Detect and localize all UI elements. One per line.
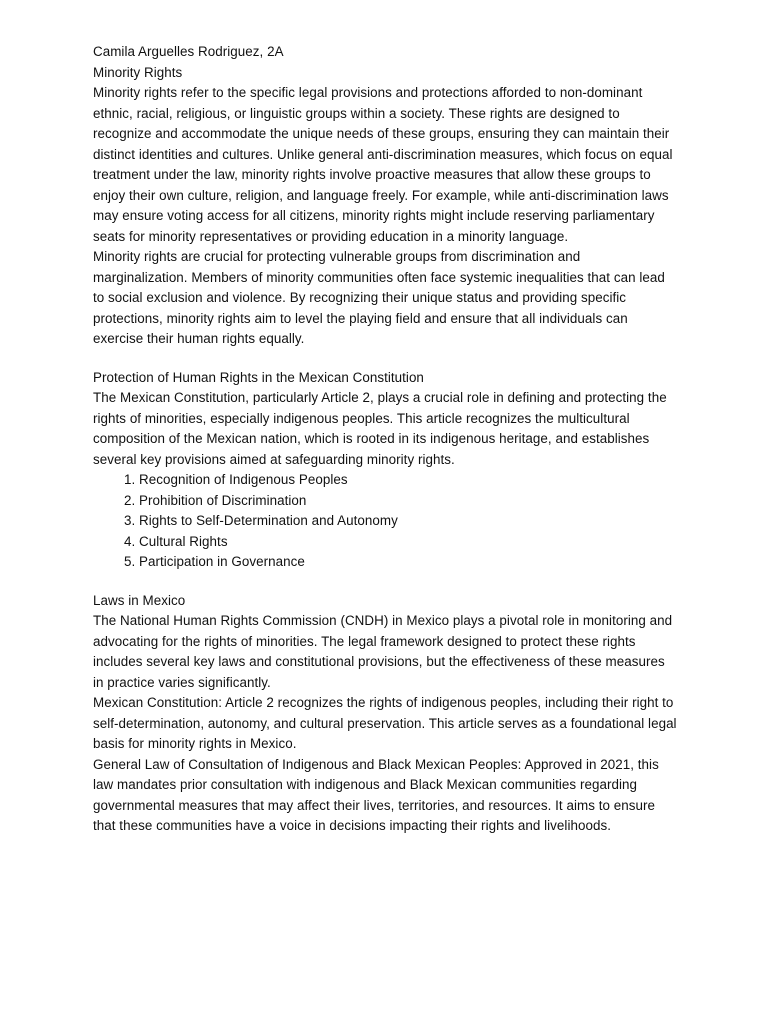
section-minority-rights — [93, 63, 678, 350]
list-item: 5. Participation in Governance — [139, 552, 678, 573]
list-item: 4. Cultural Rights — [139, 532, 678, 553]
spacer — [93, 573, 678, 591]
section-title-mexican-constitution: Protection of Human Rights in the Mexican Constitution — [93, 369, 424, 385]
paragraph: Minority rights are crucial for protecting vulnerable groups from discrimination and marginalization. Members of minority communities often face systemic inequalities that can lead to social exclusion and violence. By recognizing their unique status and providing specific protections, minority rights aim to level the playing field and ensure that all individuals can exercise their human rights equally. — [93, 249, 665, 346]
paragraph: General Law of Consultation of Indigenous and Black Mexican Peoples: Approved in 2021, this law mandates prior consultation with indigenous and Black Mexican communities regarding governmental measures that may affect their lives, territories, and resources. It aims to ensure that these communities have a voice in decisions impacting their rights and livelihoods. — [93, 756, 659, 833]
document-page — [93, 42, 678, 837]
section-mexican-constitution — [93, 368, 678, 573]
section-title-minority-rights: Minority Rights — [93, 64, 183, 80]
list-item: 2. Prohibition of Discrimination — [139, 491, 678, 512]
rights-list — [93, 470, 678, 573]
list-item: 1. Recognition of Indigenous Peoples — [139, 470, 678, 491]
paragraph: The National Human Rights Commission (CNDH) in Mexico plays a pivotal role in monitoring and advocating for the rights of minorities. The legal framework designed to protect these rights includes several key laws and constitutional provisions, but the effectiveness of these measures in practice varies significantly. — [93, 613, 673, 690]
list-item: 3. Rights to Self-Determination and Autonomy — [139, 511, 678, 532]
section-title-laws-in-mexico: Laws in Mexico — [93, 592, 186, 608]
section-laws-in-mexico — [93, 591, 678, 837]
spacer — [93, 350, 678, 368]
paragraph: Mexican Constitution: Article 2 recognizes the rights of indigenous peoples, including their right to self-determination, autonomy, and cultural preservation. This article serves as a foundational legal basis for minority rights in Mexico. — [93, 695, 677, 751]
author-line: Camila Arguelles Rodriguez, 2A — [93, 44, 284, 59]
paragraph: The Mexican Constitution, particularly Article 2, plays a crucial role in defining and protecting the rights of minorities, especially indigenous peoples. This article recognizes the multicultural composition of the Mexican nation, which is rooted in its indigenous heritage, and establishes several key provisions aimed at safeguarding minority rights. — [93, 390, 667, 467]
paragraph: Minority rights refer to the specific legal provisions and protections afforded to non-dominant ethnic, racial, religious, or linguistic groups within a society. These rights are designed to recognize and accommodate the unique needs of these groups, ensuring they can maintain their distinct identities and cultures. Unlike general anti-discrimination measures, which focus on equal treatment under the law, minority rights involve proactive measures that allow these groups to enjoy their own culture, religion, and language freely. For example, while anti-discrimination laws may ensure voting access for all citizens, minority rights might include reserving parliamentary seats for minority representatives or providing education in a minority language. — [93, 85, 673, 244]
